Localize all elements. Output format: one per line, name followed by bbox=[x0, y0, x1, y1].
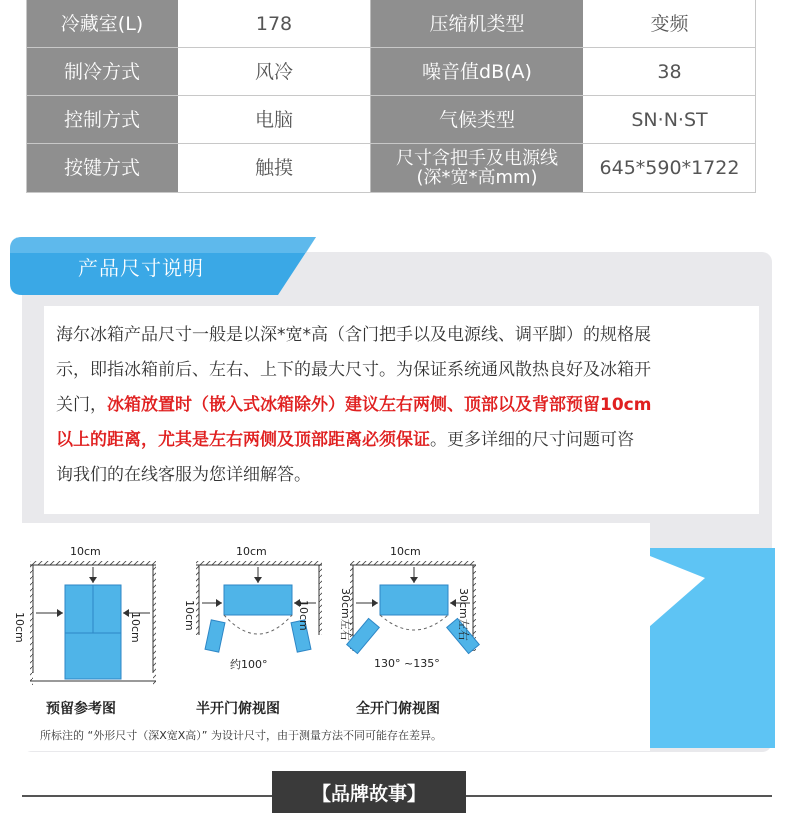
spec-label: 制冷方式 bbox=[26, 48, 178, 96]
clearance-label: 10cm bbox=[129, 612, 142, 643]
clearance-label: 10cm bbox=[390, 545, 421, 558]
spec-label: 按键方式 bbox=[26, 144, 178, 192]
text-line: 海尔冰箱产品尺寸一般是以深*宽*高（含门把手以及电源线、调平脚）的规格展 bbox=[56, 325, 651, 345]
spec-label: 冷藏室(L) bbox=[26, 0, 178, 48]
clearance-label: 10cm bbox=[183, 600, 196, 631]
clearance-label: 10cm bbox=[297, 600, 310, 631]
spec-label: 控制方式 bbox=[26, 96, 178, 144]
spec-label-line: (深*宽*高mm) bbox=[416, 167, 538, 188]
highlight-text: 冰箱放置时（嵌入式冰箱除外）建议左右两侧、顶部以及背部预留10cm bbox=[107, 395, 652, 415]
spec-value: 触摸 bbox=[178, 144, 371, 192]
spec-value: SN·N·ST bbox=[583, 96, 756, 144]
spec-label-line: 尺寸含把手及电源线 bbox=[396, 148, 558, 169]
spec-value: 38 bbox=[583, 48, 756, 96]
text-line bbox=[56, 388, 746, 423]
text-line: 询我们的在线客服为您详细解答。 bbox=[56, 465, 311, 485]
text-line bbox=[56, 423, 746, 458]
spec-row bbox=[26, 144, 756, 192]
section-title: 产品尺寸说明 bbox=[78, 256, 204, 280]
text-line: 示，即指冰箱前后、左右、上下的最大尺寸。为保证系统通风散热良好及冰箱开 bbox=[56, 360, 651, 380]
clearance-label: 10cm bbox=[236, 545, 267, 558]
clearance-label: 30cm左右 bbox=[339, 588, 352, 641]
angle-label: 约100° bbox=[230, 658, 268, 671]
clearance-label: 10cm bbox=[13, 612, 26, 643]
spec-row bbox=[26, 96, 756, 144]
text-span: 。更多详细的尺寸问题可咨 bbox=[430, 430, 634, 450]
description-text bbox=[56, 318, 746, 493]
angle-label: 130° ~135° bbox=[374, 657, 440, 670]
spec-value: 645*590*1722 bbox=[583, 144, 756, 192]
spec-label: 噪音值dB(A) bbox=[371, 48, 583, 96]
diagram-caption: 半开门俯视图 bbox=[196, 701, 280, 717]
clearance-label: 10cm bbox=[70, 545, 101, 558]
clearance-label: 30cm左右 bbox=[457, 588, 470, 641]
spec-value: 电脑 bbox=[178, 96, 371, 144]
spec-table bbox=[26, 0, 756, 193]
diagram-caption: 预留参考图 bbox=[46, 701, 116, 717]
spec-label: 压缩机类型 bbox=[371, 0, 583, 48]
footnote: 所标注的 “外形尺寸（深X宽X高）” 为设计尺寸，由于测量方法不同可能存在差异。 bbox=[40, 729, 442, 742]
diagram-caption: 全开门俯视图 bbox=[356, 701, 440, 717]
spec-label: 气候类型 bbox=[371, 96, 583, 144]
spec-label bbox=[371, 144, 583, 192]
spec-row bbox=[26, 48, 756, 96]
spec-row bbox=[26, 0, 756, 48]
spec-value: 变频 bbox=[583, 0, 756, 48]
spec-value: 178 bbox=[178, 0, 371, 48]
spec-value: 风冷 bbox=[178, 48, 371, 96]
highlight-text: 以上的距离，尤其是左右两侧及顶部距离必须保证 bbox=[56, 430, 430, 450]
text-span: 关门， bbox=[56, 395, 107, 415]
brand-story-heading: 【品牌故事】 bbox=[272, 771, 466, 813]
